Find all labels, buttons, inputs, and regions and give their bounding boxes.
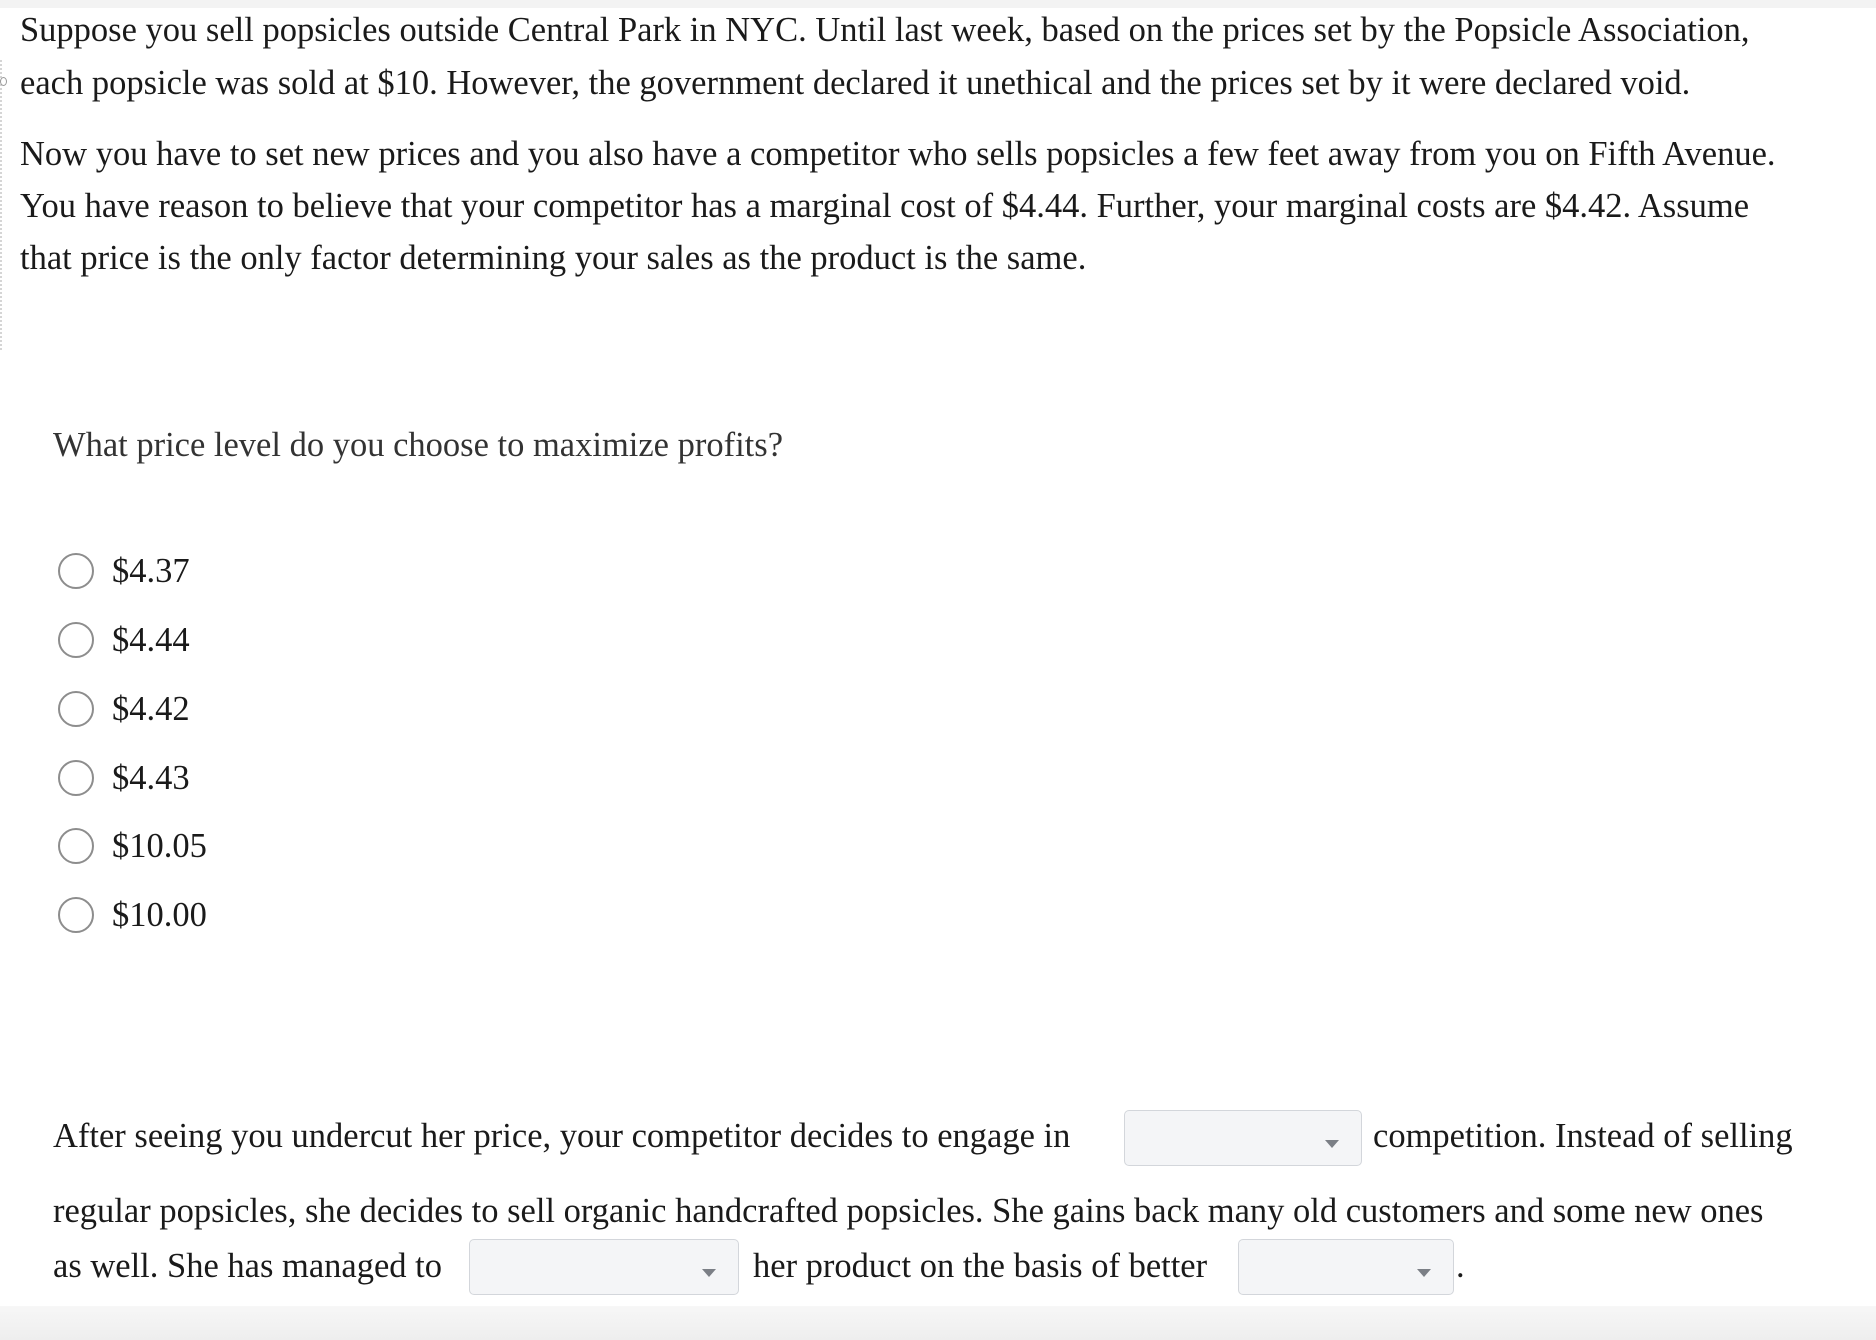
bottom-edge-strip bbox=[0, 1306, 1876, 1340]
option-label: $10.00 bbox=[112, 896, 207, 934]
left-gutter-marker bbox=[0, 60, 6, 350]
option-radio-5[interactable] bbox=[58, 824, 207, 868]
option-label: $4.44 bbox=[112, 621, 190, 659]
chevron-down-icon bbox=[702, 1269, 716, 1277]
radio-circle[interactable] bbox=[58, 553, 94, 589]
fill-text-1: After seeing you undercut her price, your competitor decides to engage in bbox=[53, 1117, 1071, 1155]
scenario-line-3: that price is the only factor determining your sales as the product is the same. bbox=[20, 239, 1087, 277]
chevron-down-icon bbox=[1417, 1269, 1431, 1277]
chevron-down-icon bbox=[1325, 1140, 1339, 1148]
radio-circle[interactable] bbox=[58, 828, 94, 864]
radio-circle[interactable] bbox=[58, 897, 94, 933]
fill-text-4: as well. She has managed to bbox=[53, 1247, 442, 1285]
question-prompt: What price level do you choose to maximize profits? bbox=[53, 426, 784, 464]
option-radio-4[interactable] bbox=[58, 756, 190, 800]
option-radio-6[interactable] bbox=[58, 893, 207, 937]
option-label: $4.43 bbox=[112, 759, 190, 797]
radio-circle[interactable] bbox=[58, 760, 94, 796]
fill-text-2: competition. Instead of selling bbox=[1373, 1117, 1793, 1155]
option-label: $4.42 bbox=[112, 690, 190, 728]
option-label: $4.37 bbox=[112, 552, 190, 590]
radio-circle[interactable] bbox=[58, 691, 94, 727]
product-strategy-dropdown[interactable] bbox=[469, 1239, 739, 1295]
intro-line-2: each popsicle was sold at $10. However, the government declared it unethical and the prices set by it were declared void. bbox=[20, 64, 1691, 102]
intro-line-1: Suppose you sell popsicles outside Central Park in NYC. Until last week, based on the prices set by the Popsicle Association, bbox=[20, 11, 1750, 49]
option-radio-3[interactable] bbox=[58, 687, 190, 731]
option-radio-1[interactable] bbox=[58, 549, 190, 593]
competition-type-dropdown[interactable] bbox=[1124, 1110, 1362, 1166]
radio-circle[interactable] bbox=[58, 622, 94, 658]
fill-text-period: . bbox=[1456, 1247, 1465, 1285]
option-radio-2[interactable] bbox=[58, 618, 190, 662]
scenario-line-2: You have reason to believe that your competitor has a marginal cost of $4.44. Further, your marginal costs are $4.42. Assume bbox=[20, 187, 1750, 225]
basis-dropdown[interactable] bbox=[1238, 1239, 1454, 1295]
fill-text-5: her product on the basis of better bbox=[753, 1247, 1208, 1285]
option-label: $10.05 bbox=[112, 827, 207, 865]
fill-text-3: regular popsicles, she decides to sell organic handcrafted popsicles. She gains back many old customers and some new ones bbox=[53, 1192, 1764, 1230]
scenario-line-1: Now you have to set new prices and you also have a competitor who sells popsicles a few feet away from you on Fifth Avenue. bbox=[20, 135, 1776, 173]
